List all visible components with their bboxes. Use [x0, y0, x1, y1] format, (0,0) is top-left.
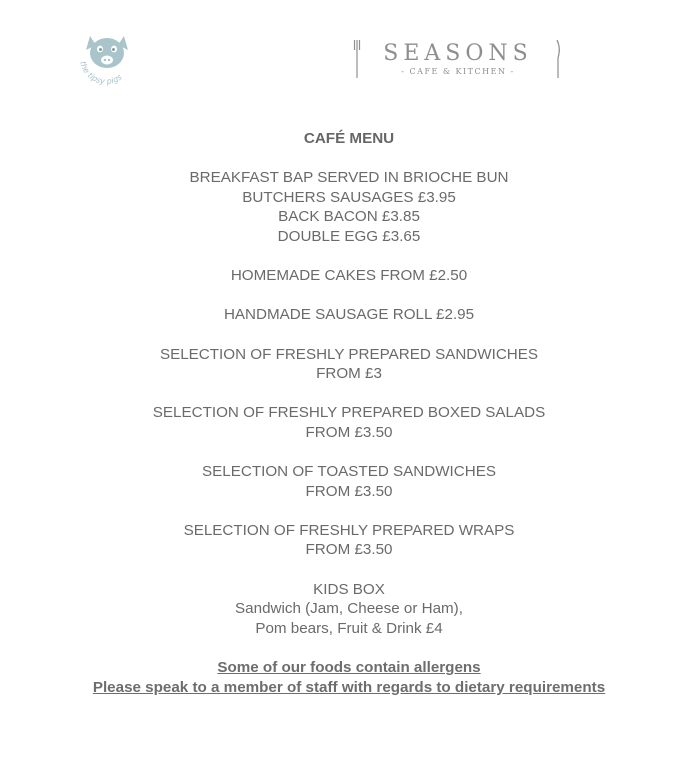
pig-logo-icon — [72, 28, 140, 96]
menu-item-line: DOUBLE EGG £3.65 — [277, 227, 421, 245]
menu-item-line: HOMEMADE CAKES FROM £2.50 — [230, 267, 468, 285]
menu-item-line: BACK BACON £3.85 — [278, 208, 420, 226]
menu-sections — [0, 168, 698, 638]
menu-item-line: Pom bears, Fruit & Drink £4 — [255, 619, 443, 637]
svg-text:SEASONS: SEASONS — [383, 41, 533, 66]
menu-item-line: SELECTION OF TOASTED SANDWICHES — [202, 463, 496, 481]
menu-item-line: FROM £3 — [316, 365, 382, 383]
menu-item-line: BUTCHERS SAUSAGES £3.95 — [242, 188, 456, 206]
menu-section — [0, 345, 698, 384]
menu-item-line: Sandwich (Jam, Cheese or Ham), — [235, 600, 463, 618]
allergen-notice — [0, 658, 698, 697]
menu-item-line: SELECTION OF FRESHLY PREPARED SANDWICHES — [159, 345, 539, 363]
menu-item-line: SELECTION OF FRESHLY PREPARED WRAPS — [183, 521, 515, 539]
svg-text:- CAFE & KITCHEN -: - CAFE & KITCHEN - — [401, 67, 515, 76]
menu-item-line: FROM £3.50 — [305, 482, 393, 500]
menu-section — [0, 403, 698, 442]
svg-text:the tipsy pigs: the tipsy pigs — [78, 60, 124, 87]
menu-item-line: FROM £3.50 — [305, 541, 393, 559]
menu-title: CAFÉ MENU — [303, 130, 395, 147]
menu-item-line: KIDS BOX — [313, 580, 385, 598]
menu-item-line: HANDMADE SAUSAGE ROLL £2.95 — [223, 306, 475, 324]
menu-item-line: FROM £3.50 — [305, 423, 393, 441]
menu-section — [0, 462, 698, 501]
menu-item-line: BREAKFAST BAP SERVED IN BRIOCHE BUN — [189, 169, 509, 187]
fork-icon — [355, 40, 360, 78]
allergen-line: Some of our foods contain allergens — [217, 659, 481, 677]
knife-icon — [557, 40, 559, 78]
menu-section — [0, 305, 698, 325]
menu-section — [0, 580, 698, 639]
menu-section — [0, 168, 698, 246]
cafe-menu — [0, 129, 698, 697]
menu-item-line: SELECTION OF FRESHLY PREPARED BOXED SALADS — [152, 404, 546, 422]
seasons-logo — [352, 38, 564, 80]
menu-section — [0, 521, 698, 560]
menu-section — [0, 266, 698, 286]
allergen-line: Please speak to a member of staff with regards to dietary requirements — [92, 678, 606, 696]
